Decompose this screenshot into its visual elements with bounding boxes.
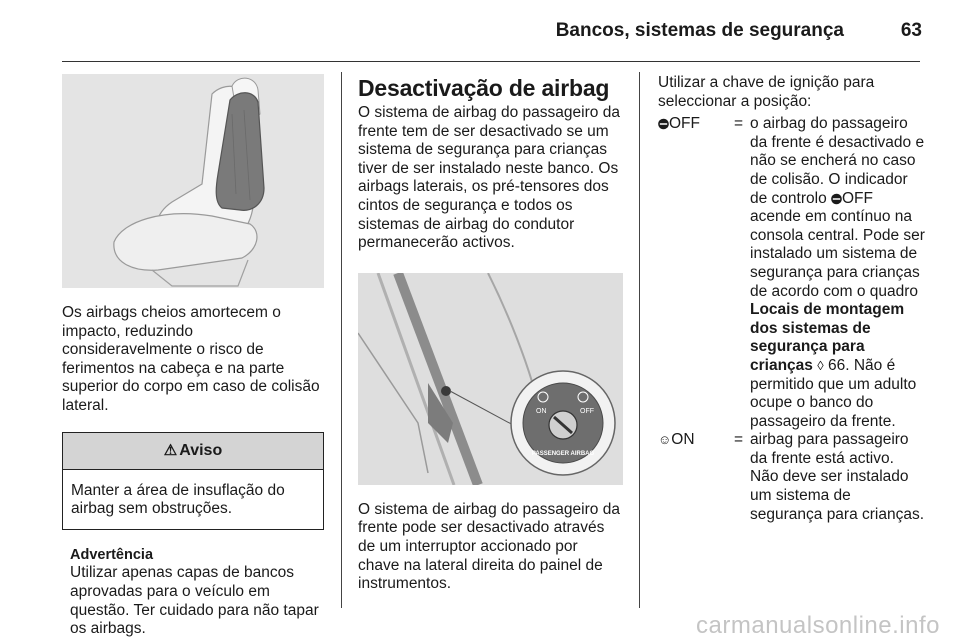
section-heading: Desactivação de airbag [358, 75, 610, 101]
column-2 [358, 74, 623, 594]
warning-triangle-icon: ⚠ [163, 441, 178, 459]
column-divider-1 [341, 72, 342, 608]
switch-off-label: OFF [580, 407, 594, 415]
side-airbag-paragraph: Os airbags cheios amortecem o impacto, reduzindo consideravelmente o risco de ferimentos na cabeça e na parte superior do corpo em caso de colisão lateral. [62, 304, 320, 414]
warning-text: Manter a área de insuflação do airbag sem obstruções. [71, 481, 285, 518]
definition-on [658, 431, 926, 524]
airbag-off-icon: ⛔︎ [658, 116, 668, 132]
definition-off [658, 115, 926, 431]
page-header [0, 0, 960, 62]
warning-box [62, 432, 324, 530]
note-text: Utilizar apenas capas de bancos aprovadas para o veículo em questão. Ter cuidado para não tapar os airbags. [70, 564, 319, 638]
definition-off-text: o airbag do passageiro da frente é desactivado e não se encherá no caso de colisão. O indicador de controlo ⛔︎OFF acende em contínuo na consola central. Pode ser instalado um sistema de segurança para crianças de acordo com o quadro Locais de montagem dos sistemas de segurança para crianças ◊ 66. Não é permitido que um adulto ocupe o banco do passageiro da frente. [750, 115, 925, 430]
seat-side-airbag-icon [62, 74, 324, 288]
xref-arrow-icon: ◊ [817, 357, 824, 373]
airbag-switch-figure [358, 273, 623, 485]
airbag-on-icon: ☺︎ [658, 432, 671, 448]
watermark: carmanualsonline.info [696, 612, 940, 639]
position-definitions [658, 115, 926, 524]
term-off: OFF [668, 115, 700, 133]
note-block [62, 546, 324, 639]
switch-plate-label: PASSENGER AIRBAG [531, 450, 595, 457]
note-title: Advertência [70, 546, 154, 563]
section-title: Bancos, sistemas de segurança [555, 20, 844, 41]
term-on: ON [671, 431, 695, 449]
equals-sign: = [734, 115, 744, 133]
column-1 [62, 74, 324, 639]
warning-header [63, 433, 323, 470]
airbag-key-switch-icon [358, 273, 623, 485]
switch-on-label: ON [536, 407, 547, 415]
switch-paragraph: O sistema de airbag do passageiro da frente pode ser desactivado através de um interruptor accionado por chave na lateral direita do painel de instrumentos. [358, 500, 620, 593]
airbag-off-icon: ⛔︎ [831, 190, 841, 206]
cross-reference-link[interactable]: Locais de montagem dos sistemas de segurança para crianças [750, 301, 905, 374]
column-divider-2 [639, 72, 640, 608]
definition-on-text: airbag para passageiro da frente está activo. Não deve ser instalado um sistema de segurança para crianças. [750, 431, 925, 523]
deactivation-paragraph: O sistema de airbag do passageiro da frente tem de ser desactivado se um sistema de segurança para crianças tiver de ser instalado neste banco. Os airbags laterais, os pré-tensores dos cintos de segurança e todos os sistemas de airbag do condutor permanecerão activos. [358, 104, 620, 252]
column-3 [658, 74, 926, 524]
seat-airbag-figure [62, 74, 324, 288]
header-rule [62, 61, 920, 62]
intro-paragraph: Utilizar a chave de ignição para seleccionar a posição: [658, 74, 875, 110]
equals-sign: = [734, 431, 744, 449]
page-number: 63 [900, 20, 922, 41]
warning-title: Aviso [179, 441, 223, 459]
